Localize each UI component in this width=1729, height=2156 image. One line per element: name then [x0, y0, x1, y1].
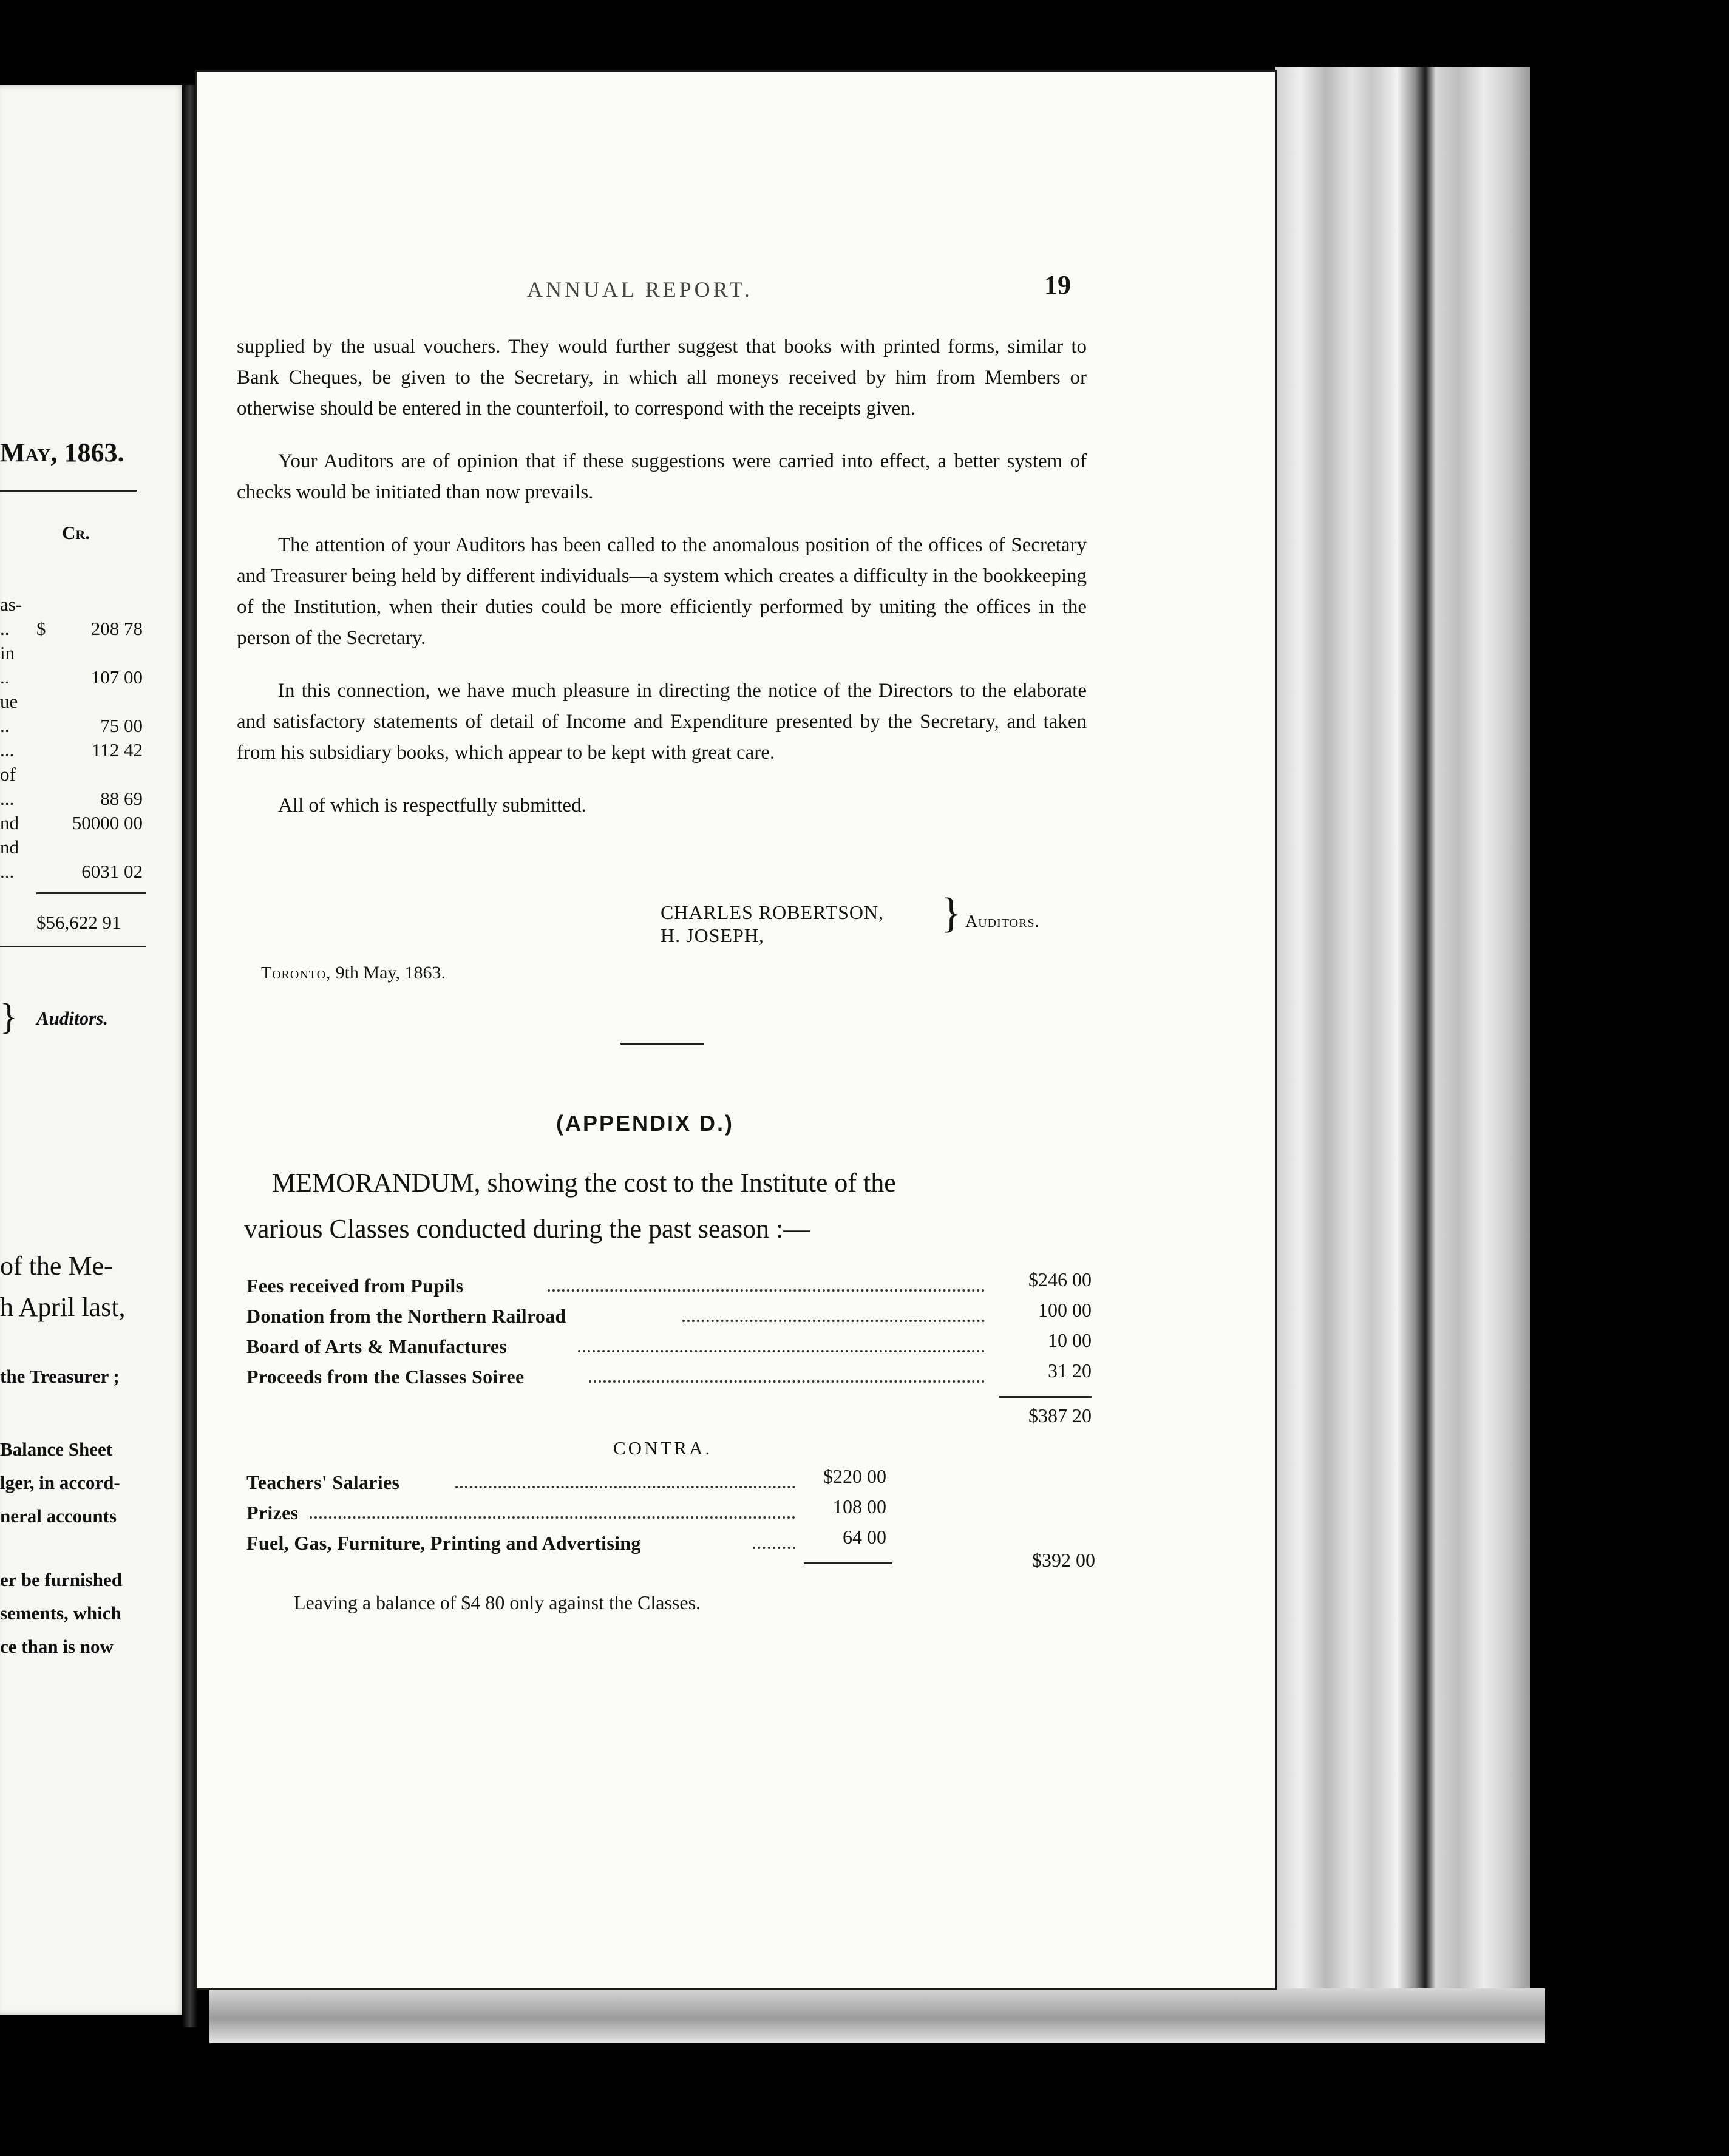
dot-leader [455, 1486, 795, 1488]
paragraph: All of which is respectfully submitted. [278, 795, 586, 816]
dot-leader [548, 1289, 985, 1292]
left-lead: .. [0, 618, 10, 639]
auditor-name: CHARLES ROBERTSON, [661, 901, 885, 923]
income-label: Donation from the Northern Railroad [246, 1305, 566, 1327]
report-page [197, 72, 1275, 1988]
expense-label: Teachers' Salaries [246, 1471, 400, 1493]
income-label: Proceeds from the Classes Soiree [246, 1366, 525, 1388]
income-total: $387 20 [1028, 1405, 1092, 1426]
left-lead: ... [0, 861, 15, 882]
left-frag: nd [0, 836, 19, 858]
income-amount: 10 00 [1048, 1329, 1092, 1351]
left-lead: ... [0, 739, 15, 761]
left-frag: as- [0, 594, 22, 615]
dot-leader [682, 1320, 985, 1322]
dot-leader [589, 1380, 985, 1383]
income-label: Fees received from Pupils [246, 1275, 464, 1297]
page-number: 19 [1044, 270, 1071, 300]
left-lead: nd [0, 812, 19, 833]
book-bottom-edge [209, 1988, 1545, 2043]
place: Toronto, [261, 964, 331, 983]
date: 9th May, 1863. [335, 963, 446, 983]
left-amount: 88 69 [100, 788, 143, 809]
left-amount: 6031 02 [81, 861, 143, 882]
expense-total: $392 00 [1032, 1549, 1095, 1571]
expense-label: Prizes [246, 1502, 299, 1524]
left-text: neral accounts [0, 1505, 117, 1527]
left-frag: of [0, 764, 16, 785]
book-spine [182, 85, 198, 2027]
left-text: sements, which [0, 1602, 121, 1624]
left-rule [0, 490, 137, 492]
left-text: h April last, [0, 1292, 126, 1322]
appendix-heading: (APPENDIX D.) [556, 1111, 735, 1136]
left-text: the Treasurer ; [0, 1366, 120, 1387]
left-lead: ... [0, 788, 15, 809]
left-lead: .. [0, 666, 10, 688]
paragraph: In this connection, we have much pleasure in directing the notice of the Directors to the elaborate and satisfactory statements of detail of Income and Expenditure presented by the Secretary, and taken from his subsidiary books, which appear to be kept with great care. [237, 680, 1087, 764]
expense-amount: 108 00 [833, 1496, 886, 1517]
expense-total-rule [804, 1562, 892, 1564]
section-divider [620, 1043, 704, 1045]
income-amount: $246 00 [1028, 1269, 1092, 1290]
left-text: of the Me- [0, 1251, 113, 1281]
signature-brace: } [941, 890, 962, 937]
expense-label: Fuel, Gas, Furniture, Printing and Advertising [246, 1532, 641, 1554]
left-total: $56,622 91 [36, 912, 121, 933]
memorandum-title: MEMORANDUM, showing the cost to the Institute of the [272, 1168, 896, 1198]
contra-heading: CONTRA. [613, 1437, 713, 1459]
left-brace: } [0, 997, 18, 1037]
left-auditors: Auditors. [36, 1008, 109, 1029]
income-amount: 31 20 [1048, 1360, 1092, 1381]
closing-note: Leaving a balance of $4 80 only against the Classes. [294, 1592, 701, 1613]
paragraph: The attention of your Auditors has been called to the anomalous position of the offices of Secretary and Treasurer being held by different individuals—a system which creates a difficulty in the bookkeeping of the Institution, when their duties could be more efficiently performed by uniting the offices in the person of the Secretary. [237, 534, 1087, 649]
left-rule [0, 946, 146, 947]
left-date-line: May, 1863. [0, 438, 124, 467]
running-header: ANNUAL REPORT. [527, 277, 753, 302]
expense-amount: 64 00 [843, 1526, 886, 1548]
paragraph: supplied by the usual vouchers. They would further suggest that books with printed forms, similar to Bank Cheques, be given to the Secretary, in which all moneys received by him from Members or otherwise should be entered in the counterfoil, to correspond with the receipts given. [237, 336, 1087, 419]
previous-page [0, 85, 185, 2015]
left-text: lger, in accord- [0, 1472, 120, 1493]
report-place-date [261, 963, 446, 983]
left-text: Balance Sheet [0, 1439, 113, 1460]
income-amount: 100 00 [1038, 1299, 1092, 1321]
left-text: ce than is now [0, 1636, 114, 1657]
left-total-rule [36, 892, 146, 894]
book-page-edges [1275, 67, 1530, 2027]
auditor-name: H. JOSEPH, [661, 924, 764, 946]
dot-leader [578, 1350, 985, 1352]
left-amount: 107 00 [90, 666, 143, 688]
paragraph: Your Auditors are of opinion that if these suggestions were carried into effect, a better system of checks would be initiated than now prevails. [237, 450, 1087, 503]
left-dollar: $ [36, 618, 46, 639]
income-label: Board of Arts & Manufactures [246, 1335, 508, 1357]
left-lead: .. [0, 715, 10, 736]
expense-amount: $220 00 [823, 1465, 886, 1487]
left-amount: 75 00 [100, 715, 143, 736]
memorandum-title: various Classes conducted during the past season :— [244, 1214, 810, 1244]
left-frag: in [0, 642, 15, 663]
dot-leader [310, 1516, 795, 1519]
auditor-report-text [237, 331, 1087, 843]
left-cr: Cr. [62, 522, 90, 543]
income-total-rule [999, 1396, 1092, 1398]
left-amount: 112 42 [91, 739, 143, 761]
left-frag: ue [0, 691, 18, 712]
left-amount: 50000 00 [72, 812, 143, 833]
left-text: er be furnished [0, 1569, 122, 1590]
auditors-label: Auditors. [965, 912, 1040, 931]
left-amount: 208 78 [90, 618, 143, 639]
